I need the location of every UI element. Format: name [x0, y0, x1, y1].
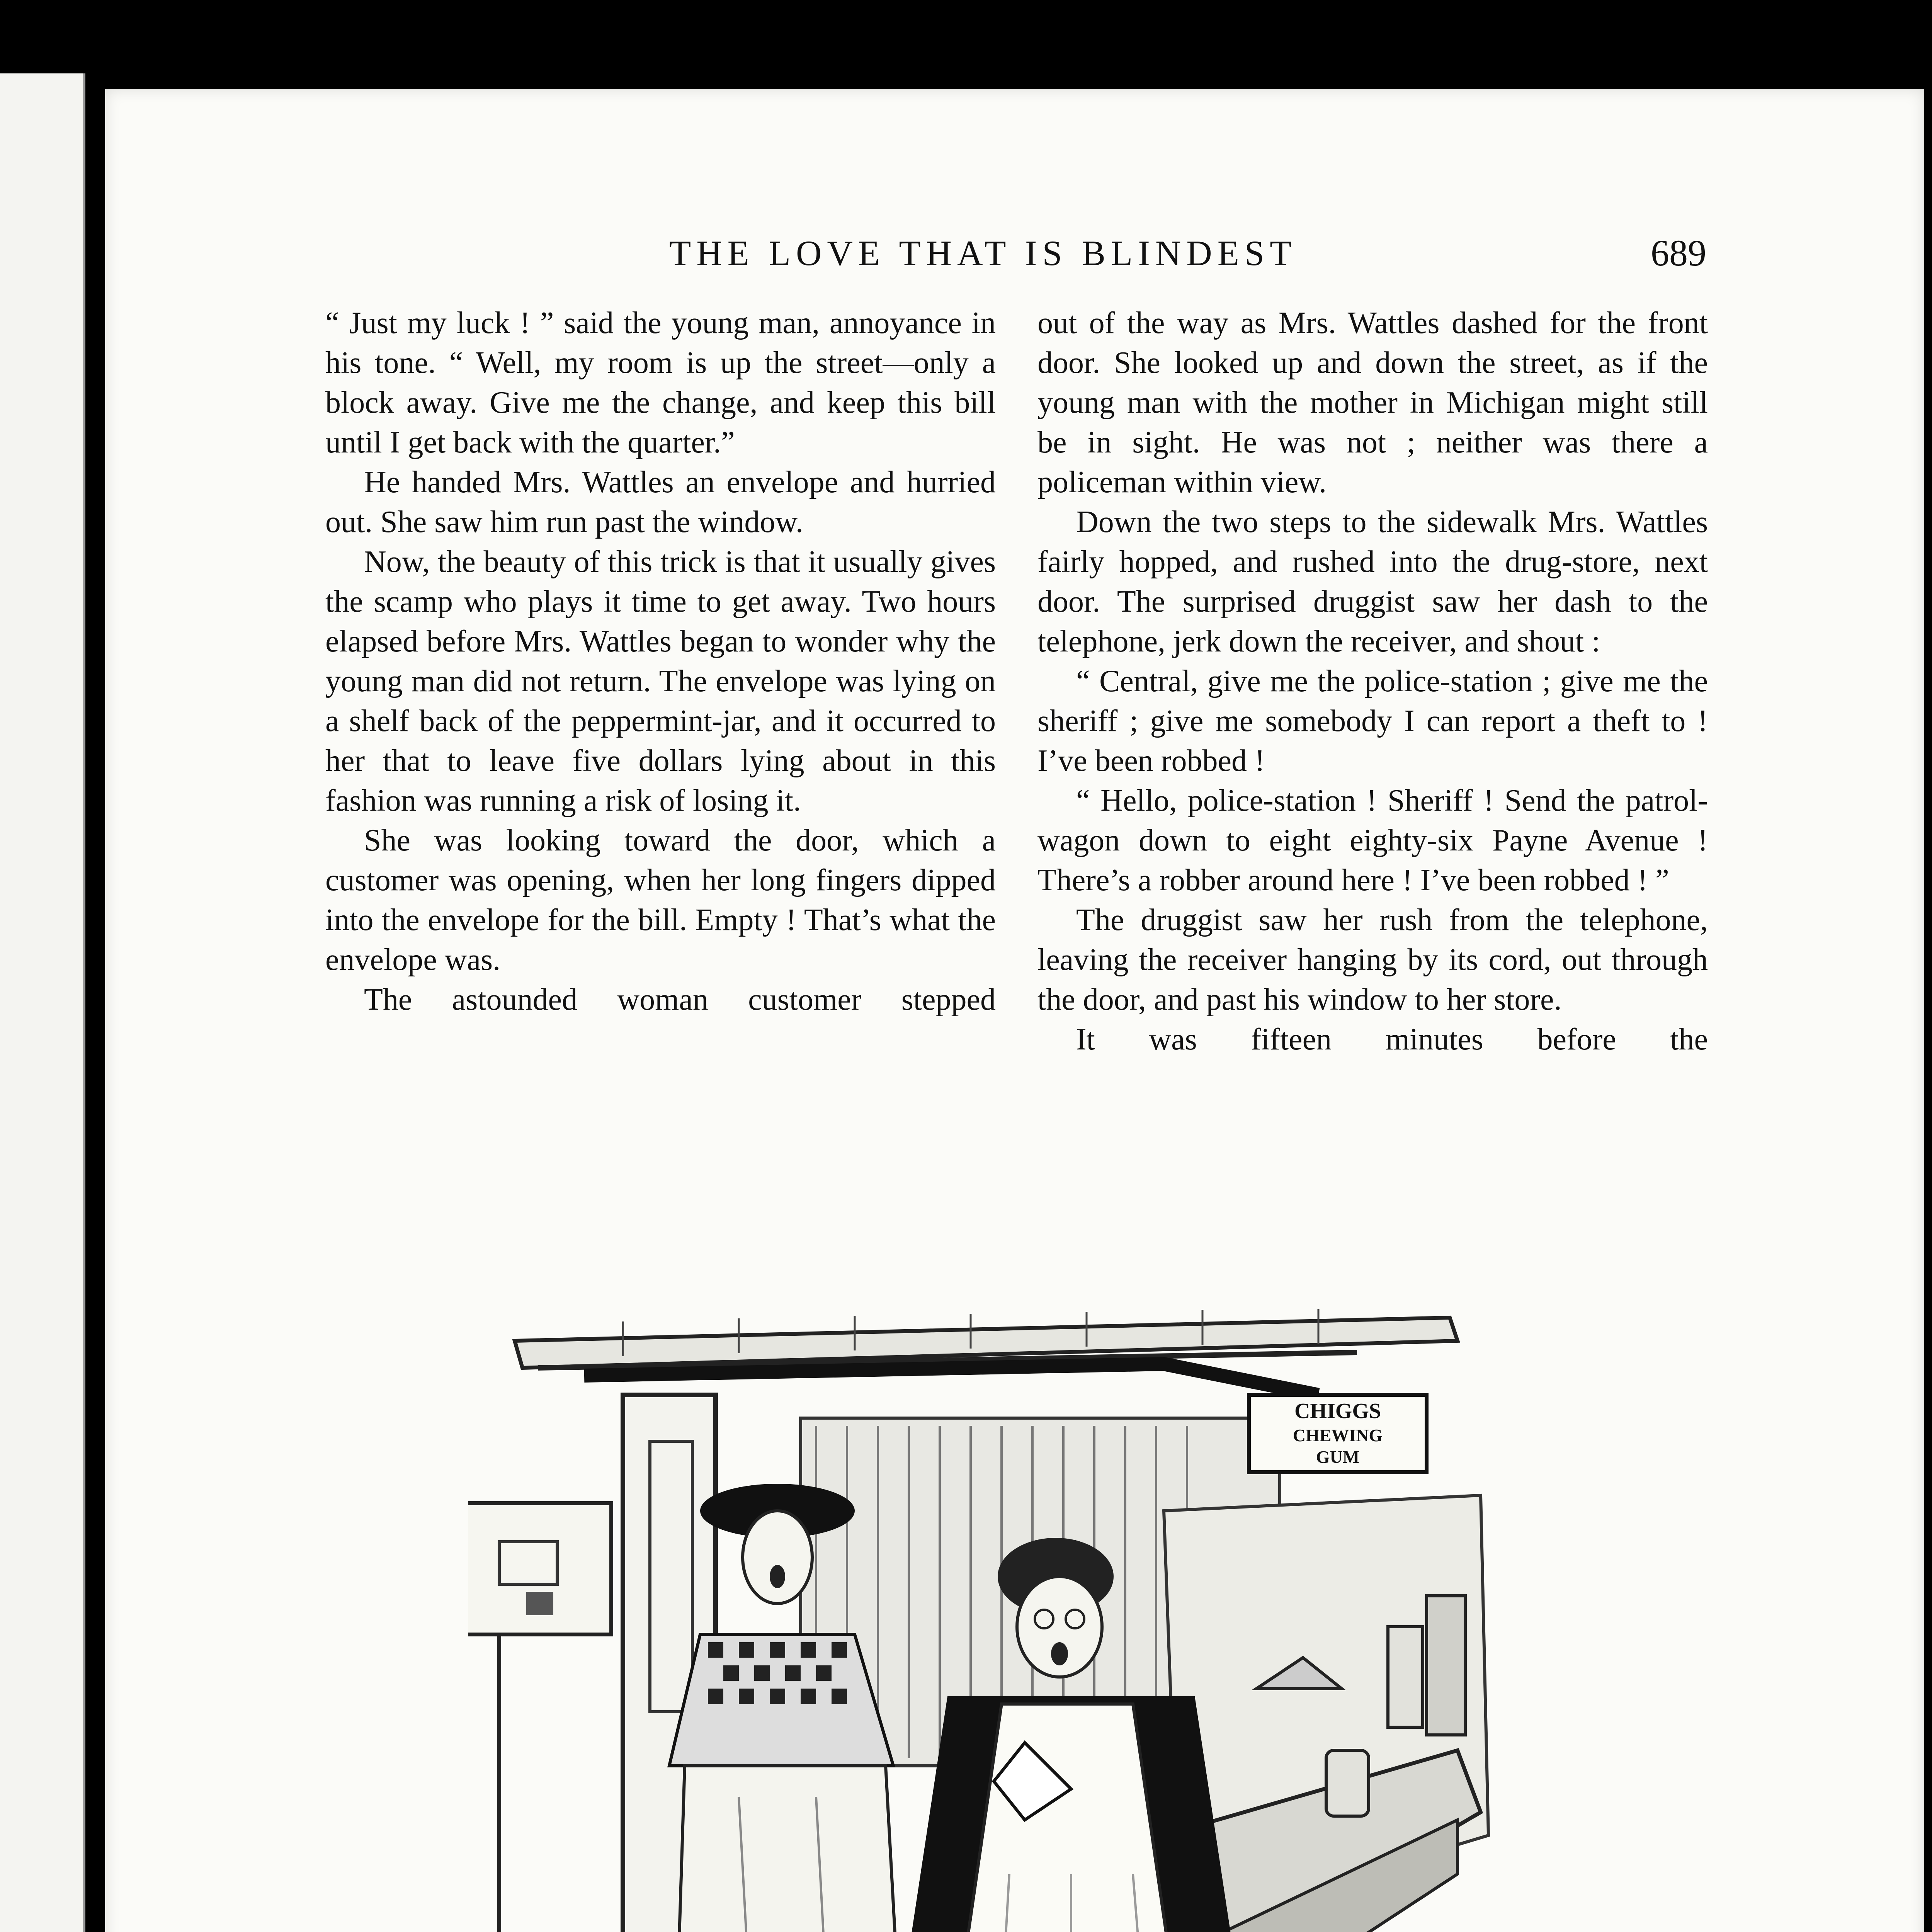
- paragraph: He handed Mrs. Wattles an envelope and hurried out. She saw him run past the window.: [325, 465, 996, 539]
- paragraph: The astounded woman customer stepped: [364, 983, 996, 1017]
- paragraph: “ Just my luck ! ” said the young man, annoyance in his tone. “ Well, my room is up the street—only a block away. Give me the change, and keep this bill until I get back with the quarter.”: [325, 306, 996, 459]
- sign-line-1: CHIGGS: [1294, 1399, 1381, 1423]
- text-column-left: [325, 303, 996, 1378]
- running-title: THE LOVE THAT IS BLINDEST: [669, 233, 1297, 273]
- page-header: [105, 230, 1924, 280]
- magazine-page: [105, 89, 1924, 1932]
- paragraph: She was looking toward the door, which a customer was opening, when her long fingers dipped into the envelope for the bill. Empty ! That’s what the envelope was.: [325, 823, 996, 977]
- paragraph: “ Hello, police-station ! Sheriff ! Send the patrol-wagon down to eight eighty-six Payne Avenue ! There’s a robber around here ! I’ve been robbed ! ”: [1037, 784, 1708, 897]
- text-column-right: [1037, 303, 1708, 1378]
- paragraph: Now, the beauty of this trick is that it usually gives the scamp who plays it time to get away. Two hours elapsed before Mrs. Wattles began to wonder why the young man did not return. The envelope was lying on a shelf back of the peppermint-jar, and it occurred to her that to leave five dollars lying about in this fashion was running a risk of losing it.: [325, 545, 996, 818]
- previous-page-edge: [0, 73, 85, 1932]
- paragraph: out of the way as Mrs. Wattles dashed for the front door. She looked up and down the street, as if the young man with the mother in Michigan might still be in sight. He was not ; neither was there a policeman within view.: [1037, 306, 1708, 499]
- paragraph: The druggist saw her rush from the telephone, leaving the receiver hanging by its cord, out through the door, and past his window to her store.: [1037, 903, 1708, 1017]
- paragraph: It was fifteen minutes before the: [1076, 1022, 1708, 1056]
- sign-line-3: GUM: [1316, 1447, 1360, 1467]
- page-number: 689: [1651, 232, 1706, 274]
- story-illustration: [468, 1294, 1666, 1932]
- paragraph: “ Central, give me the police-station ; give me the sheriff ; give me somebody I can report a theft to ! I’ve been robbed !: [1037, 664, 1708, 778]
- sign-line-2: CHEWING: [1293, 1425, 1383, 1445]
- illustration-drawing: [468, 1294, 1666, 1932]
- paragraph: Down the two steps to the sidewalk Mrs. Wattles fairly hopped, and rushed into the drug-store, next door. The surprised druggist saw her dash to the telephone, jerk down the receiver, and shout :: [1037, 505, 1708, 658]
